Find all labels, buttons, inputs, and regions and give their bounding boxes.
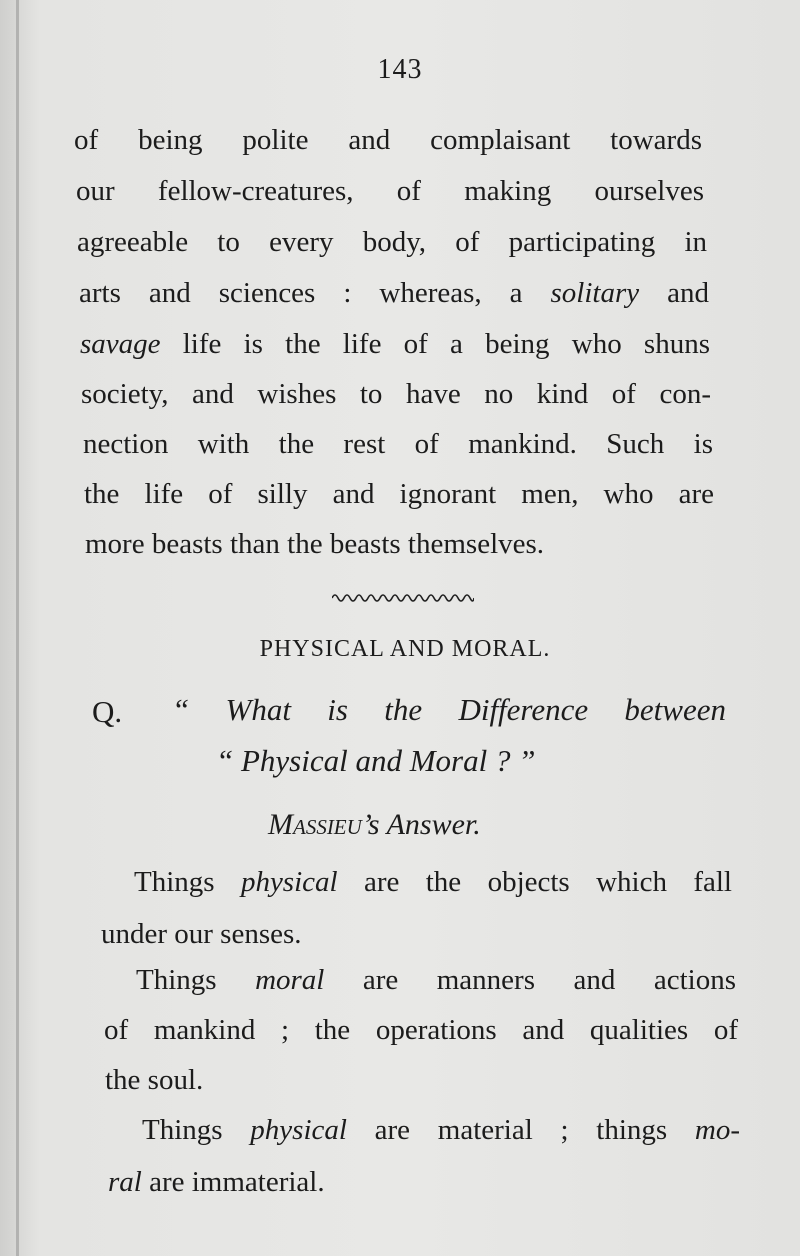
- text-run: Things: [134, 866, 241, 898]
- answer-line-1: [134, 866, 732, 899]
- paragraph1-line-7: nection with the rest of mankind. Such is: [83, 428, 713, 460]
- answer-heading: [268, 808, 481, 842]
- italic-word-ral: ral: [108, 1166, 142, 1198]
- answer-line-6: [142, 1114, 740, 1147]
- answer-line-3: [136, 964, 736, 997]
- text-run: are immaterial.: [141, 1166, 325, 1198]
- paragraph1-line-4: [79, 277, 709, 310]
- text-run: arts and sciences : whereas, a: [79, 277, 551, 309]
- answer-heading-name: Massieu: [268, 808, 362, 841]
- italic-word-physical: physical: [250, 1114, 347, 1146]
- text-run: Things: [142, 1114, 251, 1146]
- paragraph1-line-8: the life of silly and ignorant men, who are: [84, 478, 714, 510]
- answer-line-7: [108, 1166, 325, 1199]
- italic-word-solitary: solitary: [550, 277, 640, 309]
- answer-line-4: of mankind ; the operations and qualities of: [104, 1014, 738, 1046]
- text-run: and: [639, 277, 709, 309]
- paragraph1-line-5: [80, 328, 710, 361]
- paragraph1-line-1: of being polite and complaisant towards: [74, 124, 702, 156]
- italic-word-physical: physical: [240, 866, 338, 898]
- section-heading: PHYSICAL AND MORAL.: [259, 636, 551, 662]
- paragraph1-line-6: society, and wishes to have no kind of con-: [81, 378, 711, 410]
- text-run: Things: [136, 964, 256, 996]
- text-run: are material ; things: [346, 1114, 695, 1146]
- question-label: Q.: [92, 694, 123, 729]
- question-line-2: “ Physical and Moral ? ”: [216, 743, 536, 778]
- paragraph1-line-2: our fellow-creatures, of making ourselves: [76, 175, 704, 207]
- answer-line-5: the soul.: [105, 1064, 204, 1096]
- page-number: 143: [377, 54, 423, 85]
- italic-word-mo: mo-: [694, 1114, 740, 1146]
- decorative-separator: [332, 592, 474, 602]
- paragraph1-line-9: more beasts than the beasts themselves.: [85, 528, 545, 560]
- paragraph1-line-3: agreeable to every body, of participating in: [77, 226, 707, 258]
- page-spine-shadow: [16, 0, 19, 1256]
- text-run: life is the life of a being who shuns: [160, 328, 710, 360]
- answer-heading-rest: ’s Answer.: [361, 808, 481, 841]
- answer-line-2: under our senses.: [101, 918, 302, 950]
- text-run: are the objects which fall: [337, 866, 732, 898]
- text-run: are manners and actions: [324, 964, 736, 996]
- italic-word-moral: moral: [255, 964, 325, 996]
- italic-word-savage: savage: [80, 328, 161, 360]
- question-line-1: “ What is the Difference between: [172, 692, 726, 727]
